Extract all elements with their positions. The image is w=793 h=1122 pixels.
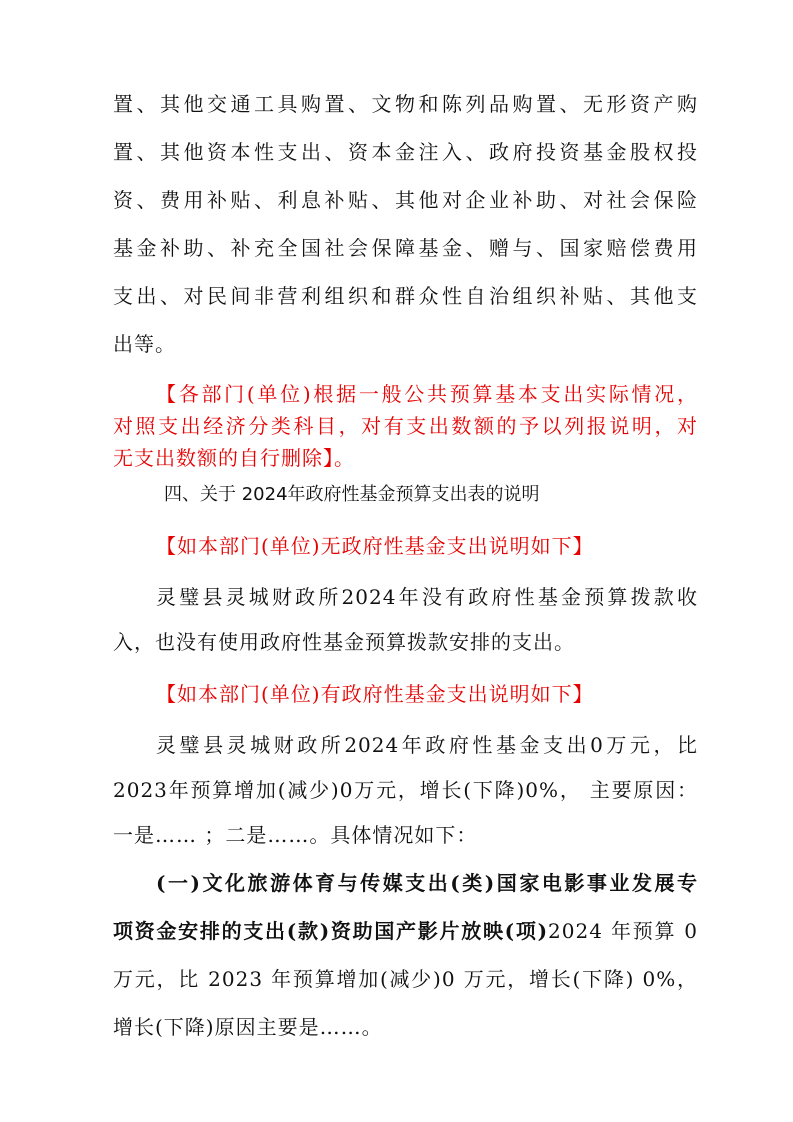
text-line: 对照支出经济分类科目，对有支出数额的予以列报说明，对 [113, 414, 698, 438]
text-line: 一是…… ；二是……。具体情况如下： [113, 823, 478, 847]
text-line: 资、费用补贴、利息补贴、其他对企业补助、对社会保险 [113, 188, 698, 212]
text-line: 增长(下降)原因主要是……。 [113, 1015, 383, 1039]
red-no-fund-note: 【如本部门(单位)无政府性基金支出说明如下】 [156, 534, 594, 558]
text-line: 入，也没有使用政府性基金预算拨款安排的支出。 [113, 630, 575, 654]
text-line: 万元，比 2023 年预算增加(减少)0 万元，增长(下降) 0%， [113, 967, 698, 991]
item-title-line: (一)文化旅游体育与传媒支出(类)国家电影事业发展专 [156, 871, 698, 895]
section-heading: 四、关于 2024年政府性基金预算支出表的说明 [164, 484, 540, 505]
text-line: 基金补助、补充全国社会保障基金、赠与、国家赔偿费用 [113, 236, 698, 260]
text-line: 2023年预算增加(减少)0万元，增长(下降)0%， 主要原因： [113, 778, 698, 802]
text-line: 【各部门(单位)根据一般公共预算基本支出实际情况， [156, 382, 698, 406]
red-has-fund-note: 【如本部门(单位)有政府性基金支出说明如下】 [156, 682, 594, 706]
text-line: 无支出数额的自行删除】。 [113, 446, 355, 470]
text-line: 置、其他资本性支出、资本金注入、政府投资基金股权投 [113, 140, 698, 164]
text-line: 支出、对民间非营利组织和群众性自治组织补贴、其他支 [113, 284, 698, 308]
text-line: 灵璧县灵城财政所2024年没有政府性基金预算拨款收 [156, 585, 698, 609]
text-line: 置、其他交通工具购置、文物和陈列品购置、无形资产购 [113, 92, 698, 116]
text-line: 灵璧县灵城财政所2024年政府性基金支出0万元，比 [156, 733, 698, 757]
text-line: 出等。 [113, 332, 176, 356]
item-budget-text: 2024 年预算 0 [548, 919, 698, 943]
item-title-cont: 项资金安排的支出(款)资助国产影片放映(项) [113, 919, 549, 943]
text-line [113, 917, 698, 945]
